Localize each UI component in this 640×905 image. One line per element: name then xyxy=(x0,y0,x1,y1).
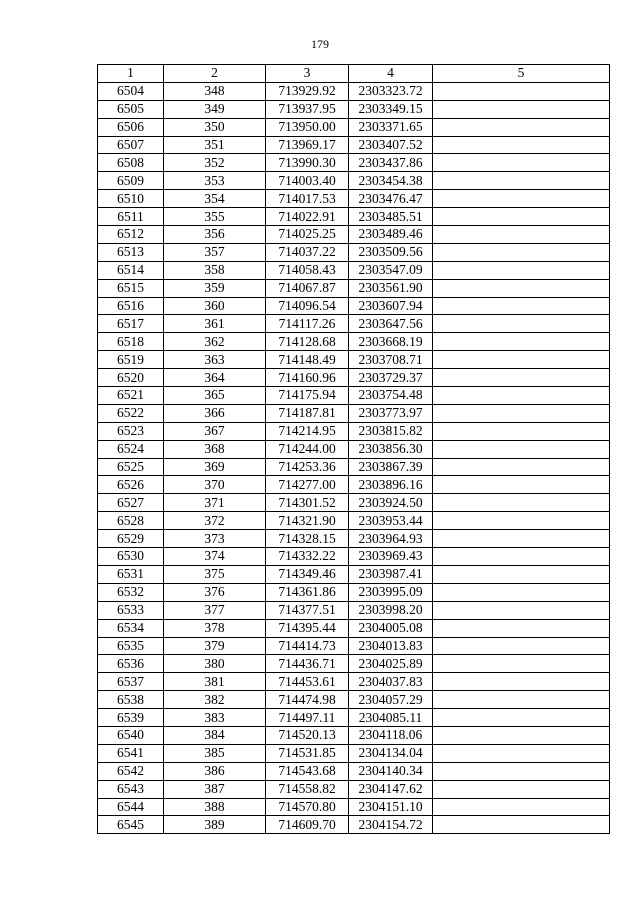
table-row xyxy=(98,476,610,494)
table-cell-col-2: 352 xyxy=(164,154,266,172)
table-cell-col-4: 2303349.15 xyxy=(349,100,433,118)
table-cell-col-1: 6514 xyxy=(98,261,164,279)
table-cell-col-1: 6519 xyxy=(98,351,164,369)
table-cell-col-3: 713937.95 xyxy=(266,100,349,118)
table-cell-col-1: 6507 xyxy=(98,136,164,154)
table-cell-col-4: 2303668.19 xyxy=(349,333,433,351)
table-cell-col-3: 714128.68 xyxy=(266,333,349,351)
table-cell-col-3: 714361.86 xyxy=(266,583,349,601)
table-cell-col-1: 6510 xyxy=(98,190,164,208)
table-cell-col-2: 384 xyxy=(164,726,266,744)
table-cell-col-5 xyxy=(433,476,610,494)
table-cell-col-5 xyxy=(433,816,610,834)
table-cell-col-4: 2303867.39 xyxy=(349,458,433,476)
table-row xyxy=(98,351,610,369)
table-cell-col-3: 714377.51 xyxy=(266,601,349,619)
table-cell-col-5 xyxy=(433,512,610,530)
table-cell-col-3: 714328.15 xyxy=(266,530,349,548)
table-cell-col-2: 388 xyxy=(164,798,266,816)
table-row xyxy=(98,297,610,315)
table-row xyxy=(98,261,610,279)
table-cell-col-1: 6516 xyxy=(98,297,164,315)
table-cell-col-4: 2303969.43 xyxy=(349,548,433,566)
table-cell-col-2: 373 xyxy=(164,530,266,548)
table-cell-col-1: 6513 xyxy=(98,243,164,261)
table-cell-col-2: 361 xyxy=(164,315,266,333)
table-row xyxy=(98,673,610,691)
table-cell-col-3: 714022.91 xyxy=(266,208,349,226)
table-cell-col-4: 2303708.71 xyxy=(349,351,433,369)
table-cell-col-2: 350 xyxy=(164,118,266,136)
table-row xyxy=(98,709,610,727)
table-cell-col-5 xyxy=(433,118,610,136)
table-cell-col-3: 714543.68 xyxy=(266,762,349,780)
table-cell-col-4: 2303896.16 xyxy=(349,476,433,494)
table-row xyxy=(98,172,610,190)
table-cell-col-1: 6525 xyxy=(98,458,164,476)
table-cell-col-4: 2303729.37 xyxy=(349,369,433,387)
table-cell-col-2: 389 xyxy=(164,816,266,834)
table-cell-col-5 xyxy=(433,404,610,422)
table-cell-col-1: 6521 xyxy=(98,387,164,405)
table-cell-col-3: 714037.22 xyxy=(266,243,349,261)
table-cell-col-2: 375 xyxy=(164,565,266,583)
table-cell-col-1: 6541 xyxy=(98,744,164,762)
table-cell-col-5 xyxy=(433,136,610,154)
table-cell-col-4: 2303647.56 xyxy=(349,315,433,333)
page-number: 179 xyxy=(311,37,329,51)
table-cell-col-4: 2303953.44 xyxy=(349,512,433,530)
table-cell-col-3: 714436.71 xyxy=(266,655,349,673)
table-cell-col-5 xyxy=(433,530,610,548)
table-cell-col-3: 714395.44 xyxy=(266,619,349,637)
table-cell-col-3: 714148.49 xyxy=(266,351,349,369)
table-cell-col-2: 386 xyxy=(164,762,266,780)
table-cell-col-5 xyxy=(433,297,610,315)
table-row xyxy=(98,762,610,780)
table-cell-col-3: 713950.00 xyxy=(266,118,349,136)
table-cell-col-3: 714058.43 xyxy=(266,261,349,279)
table-cell-col-4: 2303547.09 xyxy=(349,261,433,279)
table-cell-col-4: 2303489.46 xyxy=(349,226,433,244)
table-cell-col-5 xyxy=(433,100,610,118)
table-cell-col-5 xyxy=(433,691,610,709)
table-cell-col-5 xyxy=(433,333,610,351)
table-cell-col-4: 2303607.94 xyxy=(349,297,433,315)
table-cell-col-2: 377 xyxy=(164,601,266,619)
table-cell-col-1: 6524 xyxy=(98,440,164,458)
table-cell-col-3: 714187.81 xyxy=(266,404,349,422)
table-cell-col-5 xyxy=(433,673,610,691)
table-cell-col-3: 714332.22 xyxy=(266,548,349,566)
table-cell-col-1: 6517 xyxy=(98,315,164,333)
table-cell-col-3: 714096.54 xyxy=(266,297,349,315)
table-cell-col-2: 367 xyxy=(164,422,266,440)
column-header-5: 5 xyxy=(433,65,610,83)
table-cell-col-2: 376 xyxy=(164,583,266,601)
table-row xyxy=(98,798,610,816)
table-cell-col-3: 714570.80 xyxy=(266,798,349,816)
table-cell-col-3: 714117.26 xyxy=(266,315,349,333)
table-cell-col-5 xyxy=(433,369,610,387)
table-cell-col-1: 6534 xyxy=(98,619,164,637)
table-row xyxy=(98,494,610,512)
table-cell-col-4: 2303815.82 xyxy=(349,422,433,440)
table-cell-col-2: 354 xyxy=(164,190,266,208)
table-cell-col-2: 372 xyxy=(164,512,266,530)
table-cell-col-1: 6512 xyxy=(98,226,164,244)
table-cell-col-3: 714531.85 xyxy=(266,744,349,762)
table-cell-col-4: 2304025.89 xyxy=(349,655,433,673)
table-cell-col-4: 2304057.29 xyxy=(349,691,433,709)
table-cell-col-4: 2303437.86 xyxy=(349,154,433,172)
table-cell-col-1: 6538 xyxy=(98,691,164,709)
table-row xyxy=(98,369,610,387)
table-cell-col-1: 6518 xyxy=(98,333,164,351)
table-cell-col-1: 6520 xyxy=(98,369,164,387)
table-cell-col-4: 2304085.11 xyxy=(349,709,433,727)
table-cell-col-2: 353 xyxy=(164,172,266,190)
table-cell-col-2: 365 xyxy=(164,387,266,405)
table-cell-col-2: 378 xyxy=(164,619,266,637)
column-header-2: 2 xyxy=(164,65,266,83)
table-cell-col-3: 714321.90 xyxy=(266,512,349,530)
table-cell-col-2: 357 xyxy=(164,243,266,261)
coordinates-table xyxy=(97,64,610,834)
table-row xyxy=(98,422,610,440)
table-cell-col-1: 6539 xyxy=(98,709,164,727)
table-cell-col-2: 383 xyxy=(164,709,266,727)
table-cell-col-1: 6505 xyxy=(98,100,164,118)
table-cell-col-4: 2304013.83 xyxy=(349,637,433,655)
table-cell-col-2: 359 xyxy=(164,279,266,297)
table-cell-col-3: 714349.46 xyxy=(266,565,349,583)
table-cell-col-1: 6506 xyxy=(98,118,164,136)
table-cell-col-3: 713990.30 xyxy=(266,154,349,172)
table-row xyxy=(98,226,610,244)
table-row xyxy=(98,458,610,476)
table-cell-col-3: 714214.95 xyxy=(266,422,349,440)
table-cell-col-5 xyxy=(433,279,610,297)
table-cell-col-1: 6529 xyxy=(98,530,164,548)
table-cell-col-4: 2303924.50 xyxy=(349,494,433,512)
table-header-row xyxy=(98,65,610,83)
table-cell-col-1: 6528 xyxy=(98,512,164,530)
table-row xyxy=(98,530,610,548)
table-cell-col-5 xyxy=(433,208,610,226)
table-cell-col-3: 713929.92 xyxy=(266,82,349,100)
table-row xyxy=(98,512,610,530)
table-row xyxy=(98,780,610,798)
table-row xyxy=(98,816,610,834)
table-cell-col-5 xyxy=(433,637,610,655)
table-cell-col-4: 2303773.97 xyxy=(349,404,433,422)
table-cell-col-5 xyxy=(433,315,610,333)
table-cell-col-4: 2303856.30 xyxy=(349,440,433,458)
table-cell-col-1: 6544 xyxy=(98,798,164,816)
table-cell-col-3: 713969.17 xyxy=(266,136,349,154)
table-cell-col-4: 2304005.08 xyxy=(349,619,433,637)
table-row xyxy=(98,583,610,601)
table-cell-col-1: 6527 xyxy=(98,494,164,512)
column-header-3: 3 xyxy=(266,65,349,83)
table-cell-col-5 xyxy=(433,440,610,458)
table-row xyxy=(98,637,610,655)
table-cell-col-1: 6535 xyxy=(98,637,164,655)
table-cell-col-1: 6530 xyxy=(98,548,164,566)
table-cell-col-2: 379 xyxy=(164,637,266,655)
table-cell-col-5 xyxy=(433,655,610,673)
table-cell-col-4: 2303998.20 xyxy=(349,601,433,619)
table-row xyxy=(98,565,610,583)
table-cell-col-2: 360 xyxy=(164,297,266,315)
table-cell-col-1: 6511 xyxy=(98,208,164,226)
table-cell-col-3: 714301.52 xyxy=(266,494,349,512)
table-cell-col-4: 2304118.06 xyxy=(349,726,433,744)
table-cell-col-3: 714497.11 xyxy=(266,709,349,727)
table-cell-col-2: 355 xyxy=(164,208,266,226)
table-cell-col-3: 714025.25 xyxy=(266,226,349,244)
table-cell-col-1: 6508 xyxy=(98,154,164,172)
table-cell-col-4: 2304037.83 xyxy=(349,673,433,691)
table-cell-col-1: 6509 xyxy=(98,172,164,190)
table-cell-col-2: 363 xyxy=(164,351,266,369)
table-cell-col-1: 6522 xyxy=(98,404,164,422)
table-cell-col-4: 2304140.34 xyxy=(349,762,433,780)
table-cell-col-5 xyxy=(433,422,610,440)
table-cell-col-4: 2303964.93 xyxy=(349,530,433,548)
table-cell-col-1: 6545 xyxy=(98,816,164,834)
table-cell-col-2: 362 xyxy=(164,333,266,351)
table-cell-col-4: 2303485.51 xyxy=(349,208,433,226)
table-cell-col-5 xyxy=(433,387,610,405)
table-cell-col-4: 2303561.90 xyxy=(349,279,433,297)
table-row xyxy=(98,387,610,405)
table-row xyxy=(98,279,610,297)
table-row xyxy=(98,100,610,118)
table-cell-col-1: 6540 xyxy=(98,726,164,744)
table-cell-col-5 xyxy=(433,494,610,512)
table-cell-col-1: 6523 xyxy=(98,422,164,440)
table-cell-col-5 xyxy=(433,172,610,190)
table-cell-col-4: 2303754.48 xyxy=(349,387,433,405)
table-cell-col-4: 2303407.52 xyxy=(349,136,433,154)
table-cell-col-3: 714067.87 xyxy=(266,279,349,297)
table-cell-col-4: 2303509.56 xyxy=(349,243,433,261)
table-cell-col-2: 385 xyxy=(164,744,266,762)
table-cell-col-5 xyxy=(433,190,610,208)
table-cell-col-5 xyxy=(433,548,610,566)
table-row xyxy=(98,619,610,637)
table-row xyxy=(98,136,610,154)
table-cell-col-4: 2304154.72 xyxy=(349,816,433,834)
table-cell-col-4: 2304134.04 xyxy=(349,744,433,762)
table-cell-col-5 xyxy=(433,82,610,100)
table-cell-col-2: 371 xyxy=(164,494,266,512)
table-cell-col-5 xyxy=(433,226,610,244)
table-cell-col-5 xyxy=(433,458,610,476)
table-cell-col-3: 714017.53 xyxy=(266,190,349,208)
table-cell-col-2: 369 xyxy=(164,458,266,476)
table-cell-col-5 xyxy=(433,744,610,762)
table-row xyxy=(98,601,610,619)
table-cell-col-3: 714244.00 xyxy=(266,440,349,458)
table-cell-col-5 xyxy=(433,261,610,279)
table-cell-col-5 xyxy=(433,619,610,637)
table-cell-col-3: 714277.00 xyxy=(266,476,349,494)
table-cell-col-1: 6515 xyxy=(98,279,164,297)
table-row xyxy=(98,315,610,333)
table-row xyxy=(98,190,610,208)
table-cell-col-2: 351 xyxy=(164,136,266,154)
table-body xyxy=(98,82,610,833)
table-cell-col-2: 358 xyxy=(164,261,266,279)
table-cell-col-5 xyxy=(433,798,610,816)
table-cell-col-5 xyxy=(433,762,610,780)
table-cell-col-1: 6537 xyxy=(98,673,164,691)
table-cell-col-2: 370 xyxy=(164,476,266,494)
table-cell-col-4: 2303476.47 xyxy=(349,190,433,208)
table-cell-col-3: 714253.36 xyxy=(266,458,349,476)
table-cell-col-1: 6526 xyxy=(98,476,164,494)
table-cell-col-1: 6542 xyxy=(98,762,164,780)
table-cell-col-5 xyxy=(433,583,610,601)
table-row xyxy=(98,744,610,762)
table-cell-col-1: 6536 xyxy=(98,655,164,673)
table-cell-col-4: 2303323.72 xyxy=(349,82,433,100)
table-cell-col-4: 2303987.41 xyxy=(349,565,433,583)
table-cell-col-2: 382 xyxy=(164,691,266,709)
table-row xyxy=(98,691,610,709)
table-cell-col-1: 6531 xyxy=(98,565,164,583)
column-header-4: 4 xyxy=(349,65,433,83)
table-row xyxy=(98,404,610,422)
table-cell-col-2: 374 xyxy=(164,548,266,566)
table-cell-col-2: 387 xyxy=(164,780,266,798)
table-cell-col-4: 2303454.38 xyxy=(349,172,433,190)
table-cell-col-1: 6504 xyxy=(98,82,164,100)
table-cell-col-1: 6532 xyxy=(98,583,164,601)
table-cell-col-5 xyxy=(433,601,610,619)
table-cell-col-5 xyxy=(433,243,610,261)
table-cell-col-3: 714414.73 xyxy=(266,637,349,655)
table-row xyxy=(98,440,610,458)
table-cell-col-5 xyxy=(433,780,610,798)
table-cell-col-2: 381 xyxy=(164,673,266,691)
table-cell-col-4: 2303371.65 xyxy=(349,118,433,136)
table-cell-col-3: 714520.13 xyxy=(266,726,349,744)
table-row xyxy=(98,548,610,566)
table-row xyxy=(98,243,610,261)
table-cell-col-5 xyxy=(433,154,610,172)
table-cell-col-3: 714609.70 xyxy=(266,816,349,834)
table-row xyxy=(98,82,610,100)
table-row xyxy=(98,118,610,136)
table-cell-col-5 xyxy=(433,351,610,369)
table-row xyxy=(98,726,610,744)
table-cell-col-2: 380 xyxy=(164,655,266,673)
table-cell-col-3: 714003.40 xyxy=(266,172,349,190)
table-cell-col-2: 364 xyxy=(164,369,266,387)
table-cell-col-5 xyxy=(433,565,610,583)
table-cell-col-4: 2304147.62 xyxy=(349,780,433,798)
table-cell-col-3: 714474.98 xyxy=(266,691,349,709)
column-header-1: 1 xyxy=(98,65,164,83)
table-row xyxy=(98,655,610,673)
table-cell-col-2: 356 xyxy=(164,226,266,244)
table-cell-col-3: 714558.82 xyxy=(266,780,349,798)
table-cell-col-4: 2303995.09 xyxy=(349,583,433,601)
table-row xyxy=(98,333,610,351)
table-cell-col-4: 2304151.10 xyxy=(349,798,433,816)
table-cell-col-3: 714160.96 xyxy=(266,369,349,387)
table-cell-col-2: 368 xyxy=(164,440,266,458)
table-row xyxy=(98,154,610,172)
table-cell-col-5 xyxy=(433,709,610,727)
table-cell-col-1: 6533 xyxy=(98,601,164,619)
table-cell-col-2: 348 xyxy=(164,82,266,100)
table-row xyxy=(98,208,610,226)
table-cell-col-2: 349 xyxy=(164,100,266,118)
table-cell-col-5 xyxy=(433,726,610,744)
table-cell-col-1: 6543 xyxy=(98,780,164,798)
table-cell-col-2: 366 xyxy=(164,404,266,422)
table-cell-col-3: 714175.94 xyxy=(266,387,349,405)
table-cell-col-3: 714453.61 xyxy=(266,673,349,691)
